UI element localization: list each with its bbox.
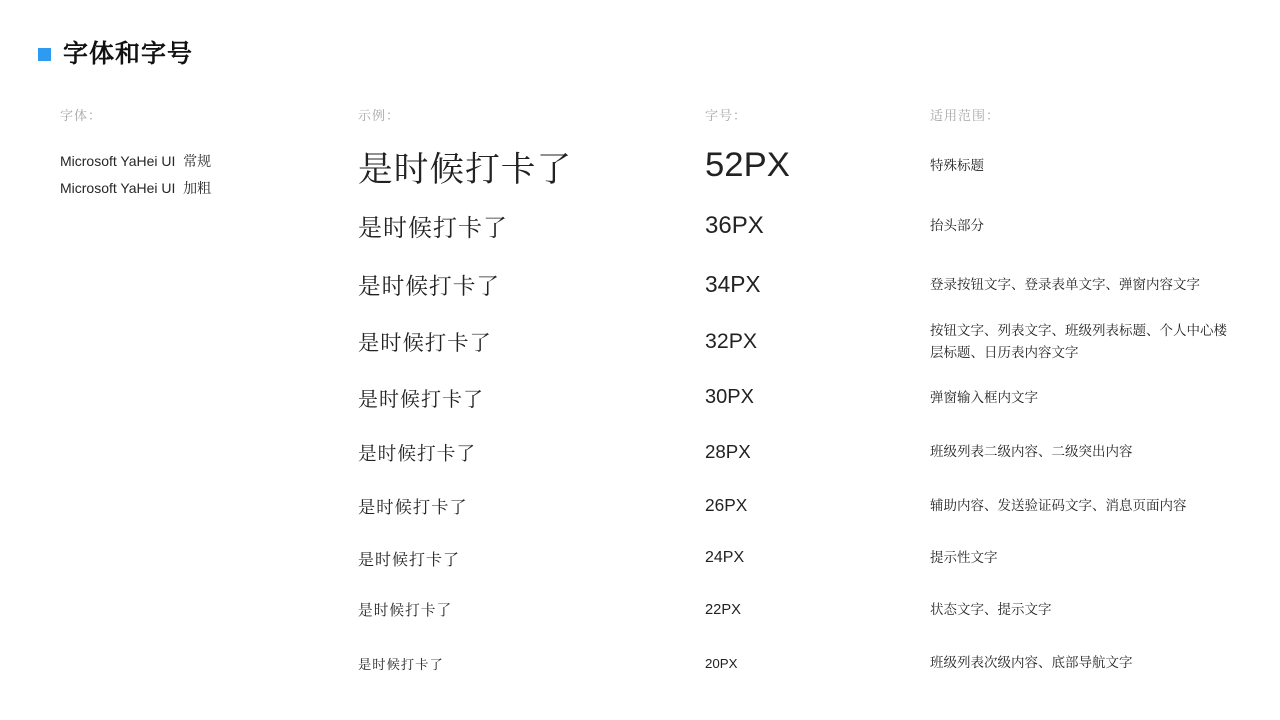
scope-text: 登录按钮文字、登录表单文字、弹窗内容文字: [930, 276, 1200, 292]
size-label: 22PX: [705, 601, 741, 618]
font-column-header: 字体：: [60, 108, 103, 123]
size-label: 30PX: [705, 386, 754, 408]
scope-text: 班级列表次级内容、底部导航文字: [930, 655, 1133, 670]
size-label: 36PX: [705, 211, 764, 239]
scope-text: 辅助内容、发送验证码文字、消息页面内容: [930, 497, 1187, 513]
font-size-table: [358, 107, 1280, 691]
sample-text: 是时候打卡了: [358, 272, 501, 299]
table-row: [358, 195, 1280, 256]
scope-text: 提示性文字: [930, 550, 998, 565]
font-name-regular: Microsoft YaHei UI 常规: [60, 153, 212, 169]
size-label: 24PX: [705, 549, 745, 566]
scope-text: 班级列表二级内容、二级突出内容: [930, 444, 1133, 459]
size-label: 20PX: [705, 655, 738, 671]
page-header: [38, 41, 1280, 67]
sample-text: 是时候打卡了: [358, 389, 484, 411]
table-row: [358, 479, 1280, 532]
table-row: [358, 313, 1280, 370]
font-name-bold: Microsoft YaHei UI 加粗: [60, 180, 212, 196]
table-header: [358, 107, 1280, 125]
table-row: [358, 425, 1280, 479]
table-row: [358, 532, 1280, 584]
table-row: [358, 584, 1280, 635]
table-row: [358, 370, 1280, 425]
size-label: 52PX: [705, 146, 790, 184]
scope-column-header: 适用范围：: [930, 108, 1001, 123]
font-name-list: [60, 148, 358, 202]
sample-text: 是时候打卡了: [358, 215, 508, 242]
spec-content: [0, 107, 1280, 691]
size-label: 34PX: [705, 271, 761, 297]
table-row: [358, 256, 1280, 313]
example-column-header: 示例：: [358, 108, 401, 123]
size-label: 28PX: [705, 441, 751, 462]
scope-text: 弹窗输入框内文字: [930, 389, 1038, 405]
table-row: [358, 136, 1280, 195]
scope-text: 按钮文字、列表文字、班级列表标题、个人中心楼层标题、日历表内容文字: [930, 322, 1227, 360]
sample-text: 是时候打卡了: [358, 442, 477, 464]
font-column: [60, 107, 358, 691]
scope-text: 抬头部分: [930, 217, 984, 233]
sample-text: 是时候打卡了: [358, 656, 444, 672]
size-label: 32PX: [705, 329, 758, 353]
scope-text: 状态文字、提示文字: [930, 601, 1052, 617]
table-rows: [358, 136, 1280, 691]
scope-text: 特殊标题: [930, 157, 984, 173]
table-row: [358, 635, 1280, 691]
sample-text: 是时候打卡了: [358, 603, 453, 619]
page-title: 字体和字号: [63, 40, 194, 68]
sample-text: 是时候打卡了: [358, 551, 461, 569]
size-label: 26PX: [705, 495, 748, 515]
sample-text: 是时候打卡了: [358, 331, 492, 355]
sample-text: 是时候打卡了: [358, 150, 573, 189]
sample-text: 是时候打卡了: [358, 497, 468, 517]
size-column-header: 字号：: [705, 108, 748, 123]
title-bullet-icon: [38, 48, 51, 61]
